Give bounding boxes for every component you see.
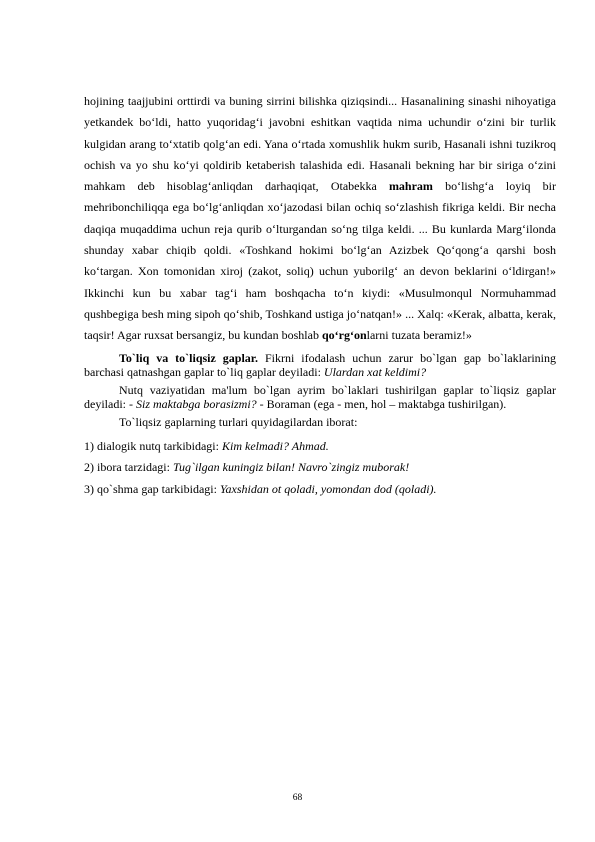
list-item-example: Tug`ilgan kuningiz bilan! Navro`zingiz muborak! [172,460,410,475]
list-item-label: 1) dialogik nutq tarkibidagi: [84,438,222,453]
types-intro-text: To`liqsiz gaplarning turlari quyidagilardan iborat: [119,414,358,429]
example-explanation: - Boraman (ega - men, hol – maktabga tushirilgan). [256,397,507,412]
definition-text: Nutq vaziyatidan ma'lum bo`lgan ayrim bo`laklari tushirilgan gaplar to`liqsiz gaplar deyiladi: - [84,382,556,412]
list-item [84,436,556,458]
list-item-label: 2) ibora tarzidagi: [84,460,173,475]
list-item-label: 3) qo`shma gap tarkibidagi: [84,481,220,496]
paragraph-definition-full [84,351,556,380]
bold-term-qorgon: qo‘rg‘on [321,328,367,343]
paragraph-types-intro [84,415,556,430]
list-item [84,457,556,479]
body-text [84,91,556,500]
list-item-example: Kim kelmadi? Ahmad. [221,438,329,453]
narrative-text-3: larni tuzata beramiz!» [366,328,472,343]
paragraph-narrative [84,91,556,347]
paragraph-definition-incomplete [84,383,556,412]
bold-term-mahram: mahram [388,179,433,194]
narrative-text-1: hojining taajjubini orttirdi va buning sirrini bilishka qiziqsindi... Hasanalining sinashi nihoyatiga yetkandek bo‘ldi, hatto yuqoridag‘i javobni eshitkan vaqtida nima uchundir o‘zini bir turlik kulgidan arang to‘xtatib qolg‘an edi. Yana o‘rtada xomushlik hukm surib, Hasanali ishni tuzikroq ochish va yo shu ko‘yi qoldirib ketaberish talashida edi. Hasanali bekning har bir siriga o‘zini mahkam deb hisoblag‘anliqdan darhaqiqat, Otabekka [84,94,556,194]
list-item [84,479,556,501]
section-heading: To`liq va to`liqsiz gaplar. [119,350,259,365]
example-incomplete-sentence: Siz maktabga borasizmi? [135,397,257,412]
definition-text: Fikrni ifodalash uchun zarur bo`lgan gap bo`laklarining barchasi qatnashgan gaplar to`liq gaplar deyiladi: [84,350,556,380]
example-full-sentence: Ulardan xat keldimi? [323,365,427,380]
narrative-text-2: bo‘lishg‘a loyiq bir mehribonchiliqqa ega bo‘lg‘anliqdan xo‘jazodasi bilan ochiq so‘zlashish fikriga keldi. Bir necha daqiqa muqaddima uchun reja qurib o‘lturgandan so‘ng tilga keldi. ... Bu kunlarda Marg‘ilonda shunday xabar chiqib qoldi. «Toshkand hokimi bo‘lg‘an Azizbek Qo‘qong‘a qarshi bosh ko‘targan. Xon tomonidan xiroj (zakot, soliq) uchun yuborilg‘ an devon beklarini o‘ldirgan!» Ikkinchi kun bu xabar tag‘i ham boshqacha to‘n kiydi: «Musulmonqul Normuhammad qushbegiga besh ming sipoh qo‘shib, Toshkand ustiga jo‘natqan!» ... Xalq: «Kerak, albatta, kerak, taqsir! Agar ruxsat bersangiz, bu kundan boshlab [84,179,557,343]
page-number: 68 [292,793,303,803]
list-item-example: Yaxshidan ot qoladi, yomondan dod (qoladi). [219,481,437,496]
